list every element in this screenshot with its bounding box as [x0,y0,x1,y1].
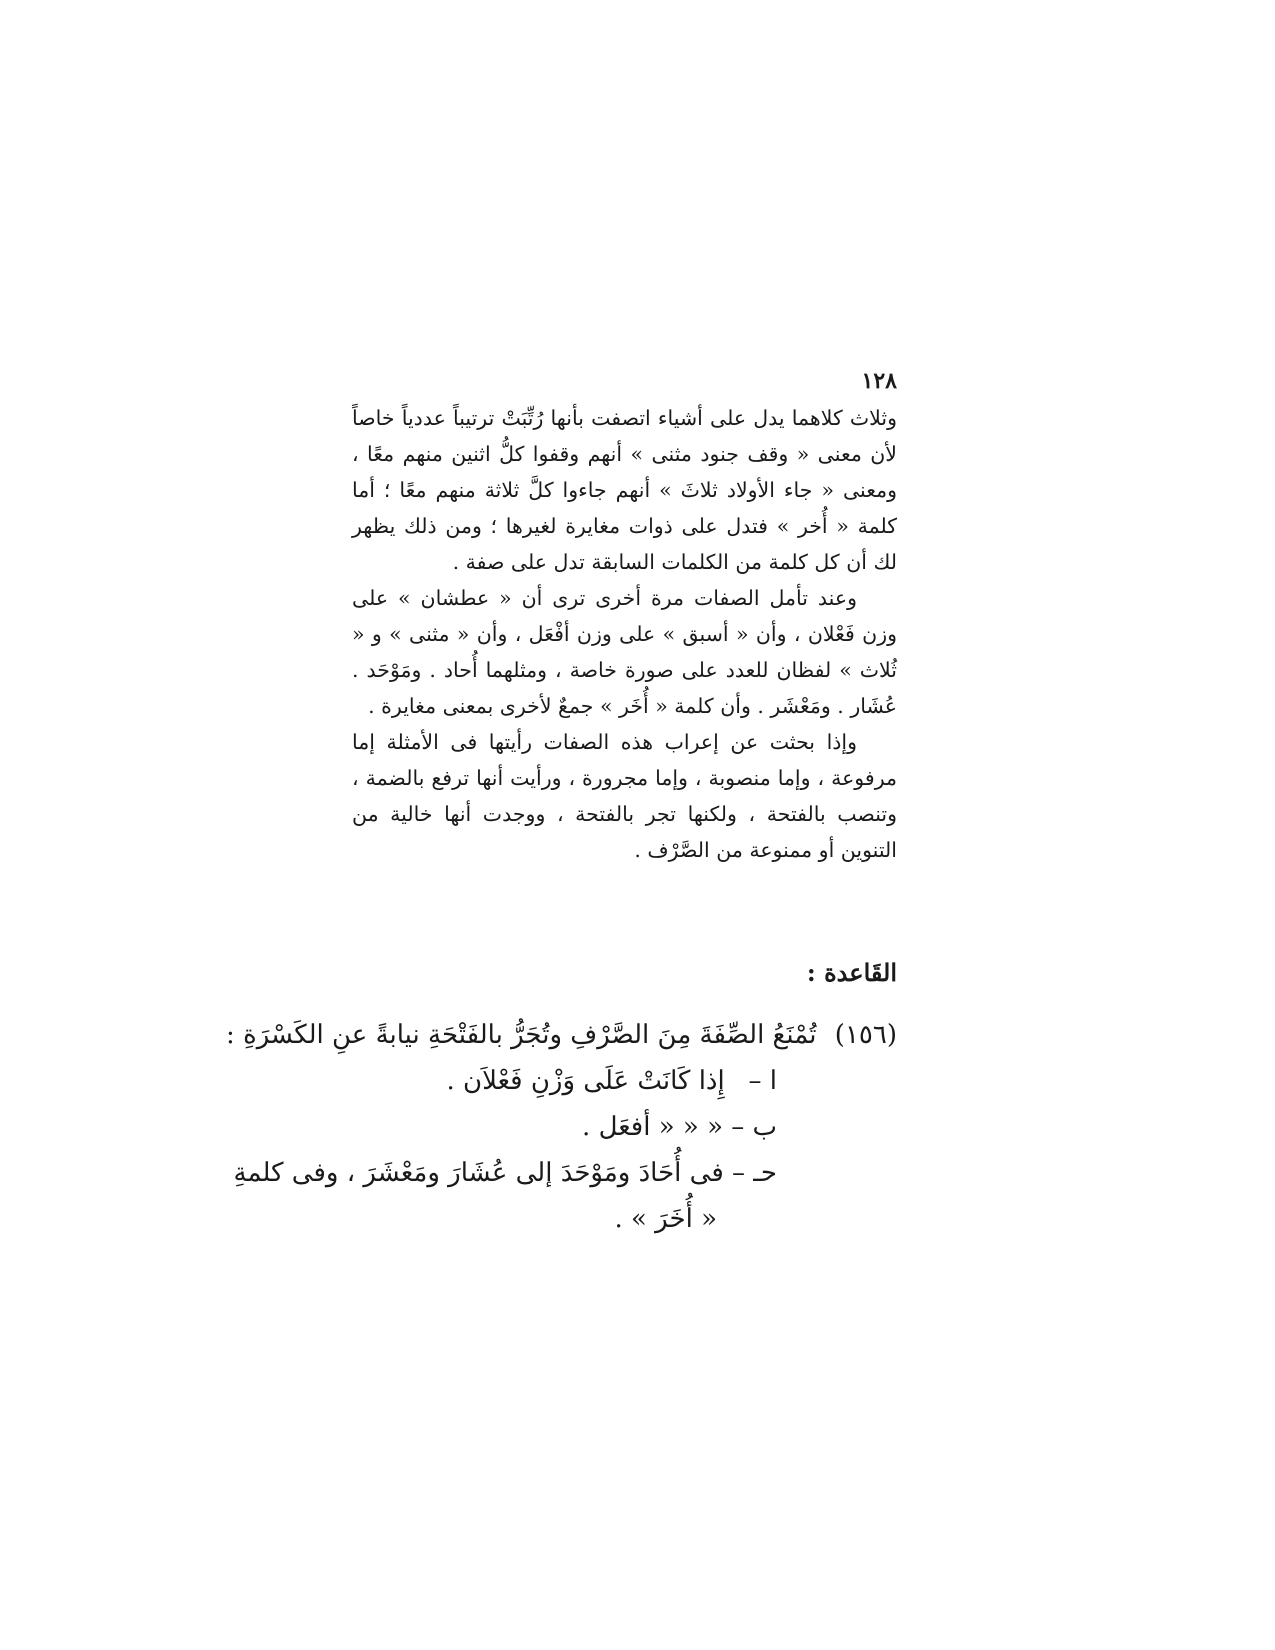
rule-items [233,1058,777,1196]
rule-heading: القَاعدة : [806,958,897,987]
rule-item-text: « « « أفعَل . [582,1112,723,1142]
rule-item-continuation: « أُخَرَ » . [614,1204,717,1234]
rule-block [226,1012,897,1242]
rule-item-text: فى أُحَادَ ومَوْحَدَ إلى عُشَارَ ومَعْشَرَ ، وفى كلمةِ [233,1158,724,1188]
rule-statement [226,1012,897,1058]
rule-text: تُمْنَعُ الصِّفَةَ مِنَ الصَّرْفِ وتُجَرُّ بالفَتْحَةِ نيابةً عنِ الكَسْرَةِ : [226,1020,817,1050]
page-number: ١٢٨ [861,368,897,394]
rule-item-c [233,1150,777,1196]
paragraph-1: وثلاث كلاهما يدل على أشياء اتصفت بأنها رُتِّبَتْ ترتيباً عددياً خاصاً لأن معنى « وقف جنود مثنى » أنهم وقفوا كلُّ اثنين منهم معًا ، ومعنى « جاء الأولاد ثلاثَ » أنهم جاءوا كلَّ ثلاثة منهم معًا ؛ أما كلمة « أُخر » فتدل على ذوات مغايرة لغيرها ؛ ومن ذلك يظهر لك أن كل كلمة من الكلمات السابقة تدل على صفة . [352,406,897,574]
rule-item-a [337,1058,777,1104]
rule-item-marker: ا – [748,1066,777,1096]
rule-item-marker: حـ – [732,1158,777,1188]
rule-number: (١٥٦) [834,1020,897,1050]
paragraph-3: وإذا بحثت عن إعراب هذه الصفات رأيتها فى الأمثلة إما مرفوعة ، وإما منصوبة ، وإما مجرورة ، ورأيت أنها ترفع بالضمة ، وتنصب بالفتحة ، ولكنها تجر بالفتحة ، ووجدت أنها خالية من التنوين أو ممنوعة من الصَّرْف . [352,730,897,862]
rule-item-marker: ب – [731,1112,777,1142]
rule-item-b [337,1104,777,1150]
paragraph-2: وعند تأمل الصفات مرة أخرى ترى أن « عطشان » على وزن فَعْلان ، وأن « أسبق » على وزن أفْعَل ، وأن « مثنى » و « ثُلاث » لفظان للعدد على صورة خاصة ، ومثلهما أُحاد . ومَوْحَد . عُشَار . ومَعْشَر . وأن كلمة « أُخَر » جمعٌ لأخرى بمعنى مغايرة . [352,586,897,718]
rule-item-text: إِذا كَانَتْ عَلَى وَزْنِ فَعْلاَن . [446,1066,725,1096]
body-text [352,400,897,868]
